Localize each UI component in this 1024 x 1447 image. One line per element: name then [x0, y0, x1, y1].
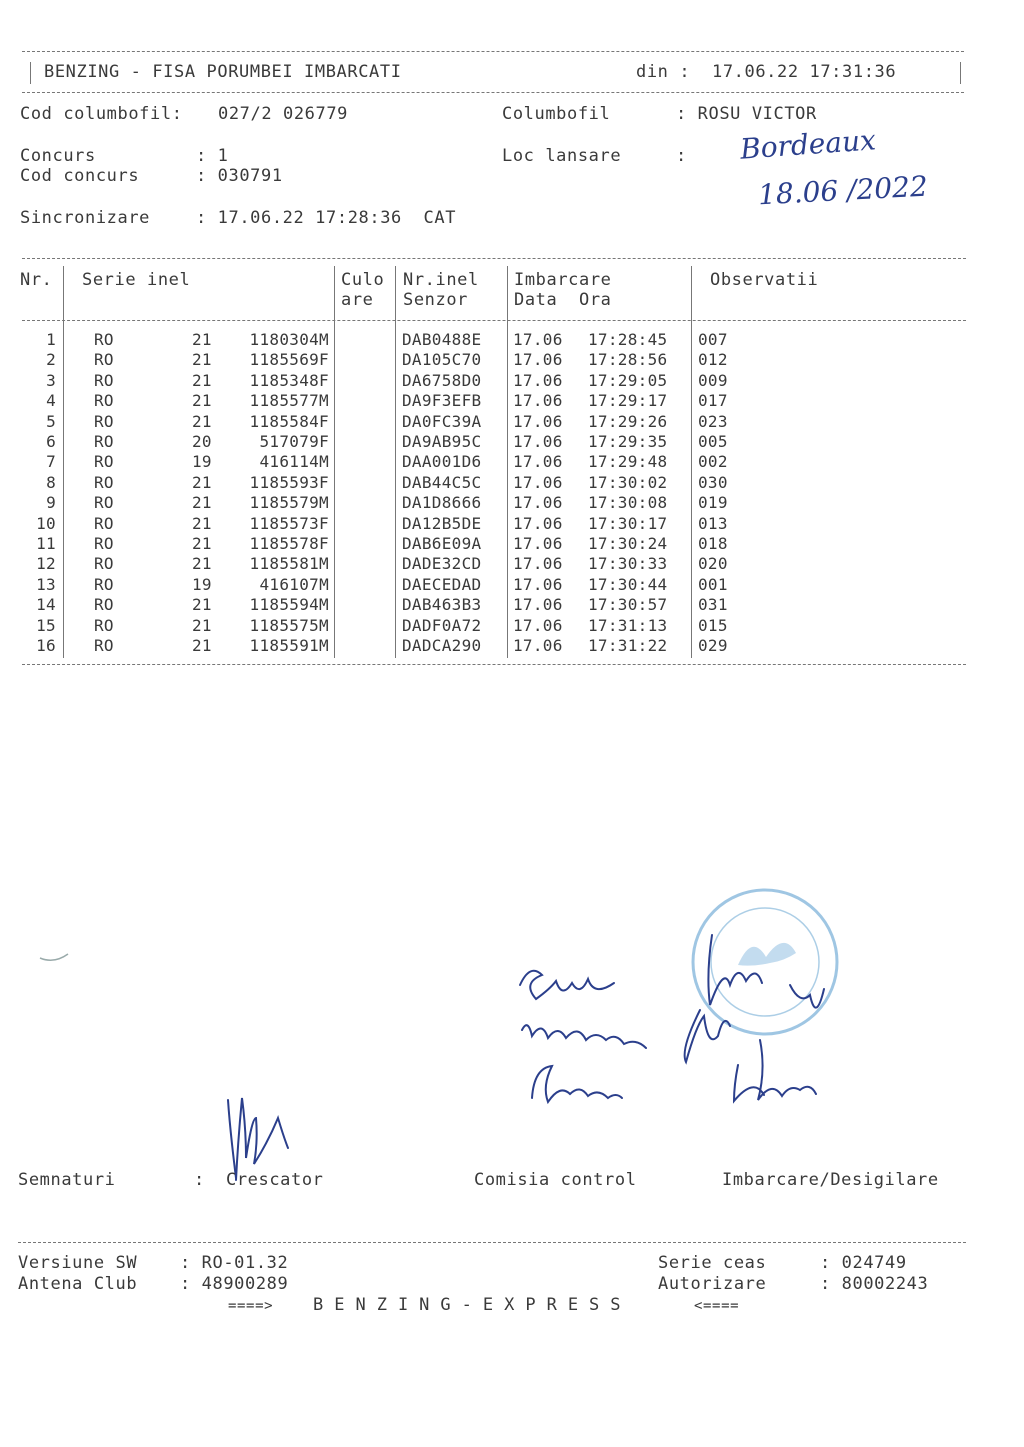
cell-country: RO	[94, 472, 114, 492]
header-imbarcare-2: Data Ora	[514, 290, 612, 310]
cell-sensor: DA0FC39A	[402, 411, 482, 431]
cell-time: 17:29:35	[588, 432, 668, 451]
cod-concurs-label: Cod concurs	[20, 166, 140, 186]
cell-date: 17.06	[513, 432, 563, 451]
header-imbarcare-1: Imbarcare	[514, 270, 612, 290]
cell-year: 21	[192, 472, 212, 492]
cell-year: 21	[192, 350, 212, 370]
sincronizare-label: Sincronizare	[20, 208, 151, 228]
cell-time: 17:30:02	[588, 472, 668, 492]
antena-label: Antena Club	[18, 1274, 138, 1294]
cell-year: 21	[192, 391, 212, 411]
table-header-rule	[22, 320, 966, 321]
footer-top-rule	[18, 1242, 966, 1243]
header-bottom-rule	[22, 92, 964, 93]
handwritten-place: Bordeaux	[739, 123, 877, 166]
cell-observatii: 009	[698, 370, 728, 390]
columbofil-value: : ROSU VICTOR	[676, 104, 817, 124]
cell-date: 17.06	[513, 411, 563, 431]
cell-date: 17.06	[513, 574, 563, 594]
cell-ring: 1185593F	[249, 472, 329, 492]
cell-year: 21	[192, 636, 212, 655]
header-nrinel-2: Senzor	[403, 290, 469, 310]
concurs-label: Concurs	[20, 146, 96, 166]
signatures-label: Semnaturi	[18, 1170, 116, 1190]
header-culoare-2: are	[341, 290, 374, 310]
cod-concurs-value: : 030791	[196, 166, 283, 186]
versiune-value: : RO-01.32	[180, 1253, 289, 1273]
header-left-border	[30, 62, 31, 84]
antena-value: : 48900289	[180, 1274, 289, 1294]
col-divider-nr	[63, 266, 64, 658]
cell-date: 17.06	[513, 493, 563, 513]
cell-country: RO	[94, 615, 114, 635]
loc-lansare-value: :	[676, 146, 687, 166]
cell-time: 17:30:57	[588, 595, 668, 615]
cell-nr: 12	[36, 554, 56, 574]
cell-observatii: 020	[698, 554, 728, 574]
cell-sensor: DAB6E09A	[402, 534, 482, 553]
header-top-rule	[22, 51, 964, 52]
cell-country: RO	[94, 432, 114, 451]
cell-observatii: 017	[698, 391, 728, 411]
cell-time: 17:30:17	[588, 513, 668, 533]
header-nr: Nr.	[20, 270, 53, 290]
table-bottom-rule	[22, 664, 966, 665]
cell-observatii: 001	[698, 574, 728, 594]
cell-observatii: 029	[698, 636, 728, 655]
header-nrinel-1: Nr.inel	[403, 270, 479, 290]
cell-date: 17.06	[513, 472, 563, 492]
cell-observatii: 031	[698, 595, 728, 615]
cell-year: 19	[192, 574, 212, 594]
benzing-express-banner: BENZING-EXPRESS	[313, 1295, 632, 1315]
cell-country: RO	[94, 411, 114, 431]
date-value: 17.06.22 17:31:36	[712, 62, 897, 82]
col-divider-nrinel	[507, 266, 508, 658]
cell-country: RO	[94, 595, 114, 615]
cell-time: 17:28:56	[588, 350, 668, 370]
cell-date: 17.06	[513, 391, 563, 411]
cell-sensor: DADCA290	[402, 636, 482, 655]
cell-nr: 14	[36, 595, 56, 615]
signature-comisia-label: Comisia control	[474, 1170, 637, 1190]
cell-country: RO	[94, 574, 114, 594]
cell-time: 17:29:17	[588, 391, 668, 411]
versiune-label: Versiune SW	[18, 1253, 138, 1273]
cell-time: 17:29:26	[588, 411, 668, 431]
cell-sensor: DAB44C5C	[402, 472, 482, 492]
cell-date: 17.06	[513, 595, 563, 615]
cell-date: 17.06	[513, 370, 563, 390]
cell-sensor: DAB463B3	[402, 595, 482, 615]
cell-country: RO	[94, 513, 114, 533]
header-observatii: Observatii	[710, 270, 819, 290]
cell-observatii: 007	[698, 330, 728, 349]
cell-ring: 1185573F	[249, 513, 329, 533]
cell-ring: 1185584F	[249, 411, 329, 431]
cell-time: 17:29:05	[588, 370, 668, 390]
cell-time: 17:31:22	[588, 636, 668, 655]
cell-nr: 13	[36, 574, 56, 594]
cell-ring: 1185581M	[249, 554, 329, 574]
signature-crescator-scribble	[228, 1098, 288, 1180]
cell-nr: 9	[46, 493, 56, 513]
cell-observatii: 023	[698, 411, 728, 431]
header-serie-inel: Serie inel	[82, 270, 191, 290]
cell-date: 17.06	[513, 330, 563, 349]
cell-ring: 416114M	[259, 452, 329, 472]
cell-year: 21	[192, 554, 212, 574]
autorizare-value: : 80002243	[820, 1274, 929, 1294]
columbofil-label: Columbofil	[502, 104, 611, 124]
serie-ceas-value: : 024749	[820, 1253, 907, 1273]
cell-year: 21	[192, 615, 212, 635]
cell-sensor: DAB0488E	[402, 330, 482, 349]
cell-sensor: DA9F3EFB	[402, 391, 482, 411]
cell-country: RO	[94, 391, 114, 411]
cell-nr: 8	[46, 472, 56, 492]
cell-year: 21	[192, 595, 212, 615]
loc-lansare-label: Loc lansare	[502, 146, 622, 166]
cell-country: RO	[94, 452, 114, 472]
cell-observatii: 013	[698, 513, 728, 533]
stamp-icon	[693, 890, 837, 1034]
cell-date: 17.06	[513, 636, 563, 655]
express-arrow-right: <====	[694, 1298, 740, 1314]
col-divider-culoare	[395, 266, 396, 658]
cell-nr: 3	[46, 370, 56, 390]
cell-sensor: DA6758D0	[402, 370, 482, 390]
cell-sensor: DA9AB95C	[402, 432, 482, 451]
table-top-rule	[22, 258, 966, 259]
cell-nr: 2	[46, 350, 56, 370]
signatures-colon: :	[194, 1170, 205, 1190]
cell-year: 21	[192, 411, 212, 431]
cell-sensor: DA105C70	[402, 350, 482, 370]
cell-nr: 11	[36, 534, 56, 553]
cell-nr: 16	[36, 636, 56, 655]
cell-ring: 1185591M	[249, 636, 329, 655]
cell-time: 17:31:13	[588, 615, 668, 635]
cell-nr: 1	[46, 330, 56, 349]
handwritten-date: 18.06 /2022	[757, 169, 929, 212]
cell-observatii: 019	[698, 493, 728, 513]
cell-time: 17:30:44	[588, 574, 668, 594]
cell-country: RO	[94, 534, 114, 553]
cell-ring: 517079F	[259, 432, 329, 451]
cell-nr: 6	[46, 432, 56, 451]
cell-time: 17:29:48	[588, 452, 668, 472]
cell-sensor: DADF0A72	[402, 615, 482, 635]
cod-columbofil-label: Cod columbofil:	[20, 104, 183, 124]
cell-year: 21	[192, 330, 212, 349]
cell-time: 17:30:24	[588, 534, 668, 553]
cell-observatii: 030	[698, 472, 728, 492]
cell-sensor: DADE32CD	[402, 554, 482, 574]
scan-mark	[40, 954, 68, 960]
cell-observatii: 005	[698, 432, 728, 451]
cell-year: 21	[192, 493, 212, 513]
col-divider-imbarcare	[691, 266, 692, 658]
cell-observatii: 018	[698, 534, 728, 553]
cell-country: RO	[94, 493, 114, 513]
signature-comisia-scribble	[520, 971, 646, 1102]
signature-imbarcare-scribble	[685, 935, 824, 1101]
signature-imbarcare-label: Imbarcare/Desigilare	[722, 1170, 939, 1190]
cell-ring: 1185348F	[249, 370, 329, 390]
cell-year: 19	[192, 452, 212, 472]
cell-ring: 1185578F	[249, 534, 329, 553]
cell-ring: 1180304M	[249, 330, 329, 349]
cell-ring: 1185594M	[249, 595, 329, 615]
cell-ring: 1185569F	[249, 350, 329, 370]
header-right-border	[960, 62, 961, 84]
cell-date: 17.06	[513, 554, 563, 574]
serie-ceas-label: Serie ceas	[658, 1253, 767, 1273]
cell-year: 20	[192, 432, 212, 451]
cell-sensor: DA12B5DE	[402, 513, 482, 533]
col-divider-serie	[334, 266, 335, 658]
cod-columbofil-value: 027/2 026779	[218, 104, 349, 124]
cell-nr: 5	[46, 411, 56, 431]
cell-country: RO	[94, 554, 114, 574]
cell-sensor: DAA001D6	[402, 452, 482, 472]
signature-crescator-label: Crescator	[226, 1170, 324, 1190]
cell-country: RO	[94, 636, 114, 655]
cell-date: 17.06	[513, 615, 563, 635]
cell-time: 17:30:33	[588, 554, 668, 574]
cell-date: 17.06	[513, 513, 563, 533]
cell-ring: 416107M	[259, 574, 329, 594]
cell-observatii: 012	[698, 350, 728, 370]
cell-country: RO	[94, 330, 114, 349]
cell-date: 17.06	[513, 534, 563, 553]
cell-nr: 7	[46, 452, 56, 472]
cell-country: RO	[94, 350, 114, 370]
cell-year: 21	[192, 513, 212, 533]
concurs-value: : 1	[196, 146, 229, 166]
express-arrow-left: ====>	[228, 1298, 274, 1314]
document-title: BENZING - FISA PORUMBEI IMBARCATI	[44, 62, 402, 82]
date-label: din :	[636, 62, 691, 82]
cell-sensor: DAECEDAD	[402, 574, 482, 594]
autorizare-label: Autorizare	[658, 1274, 767, 1294]
cell-nr: 15	[36, 615, 56, 635]
cell-time: 17:28:45	[588, 330, 668, 349]
cell-year: 21	[192, 370, 212, 390]
cell-year: 21	[192, 534, 212, 553]
cell-sensor: DA1D8666	[402, 493, 482, 513]
cell-date: 17.06	[513, 350, 563, 370]
cell-time: 17:30:08	[588, 493, 668, 513]
cell-ring: 1185575M	[249, 615, 329, 635]
cell-observatii: 002	[698, 452, 728, 472]
cell-country: RO	[94, 370, 114, 390]
header-culoare-1: Culo	[341, 270, 385, 290]
cell-ring: 1185577M	[249, 391, 329, 411]
cell-ring: 1185579M	[249, 493, 329, 513]
cell-date: 17.06	[513, 452, 563, 472]
cell-nr: 4	[46, 391, 56, 411]
sincronizare-value: : 17.06.22 17:28:36 CAT	[196, 208, 457, 228]
cell-nr: 10	[36, 513, 56, 533]
cell-observatii: 015	[698, 615, 728, 635]
